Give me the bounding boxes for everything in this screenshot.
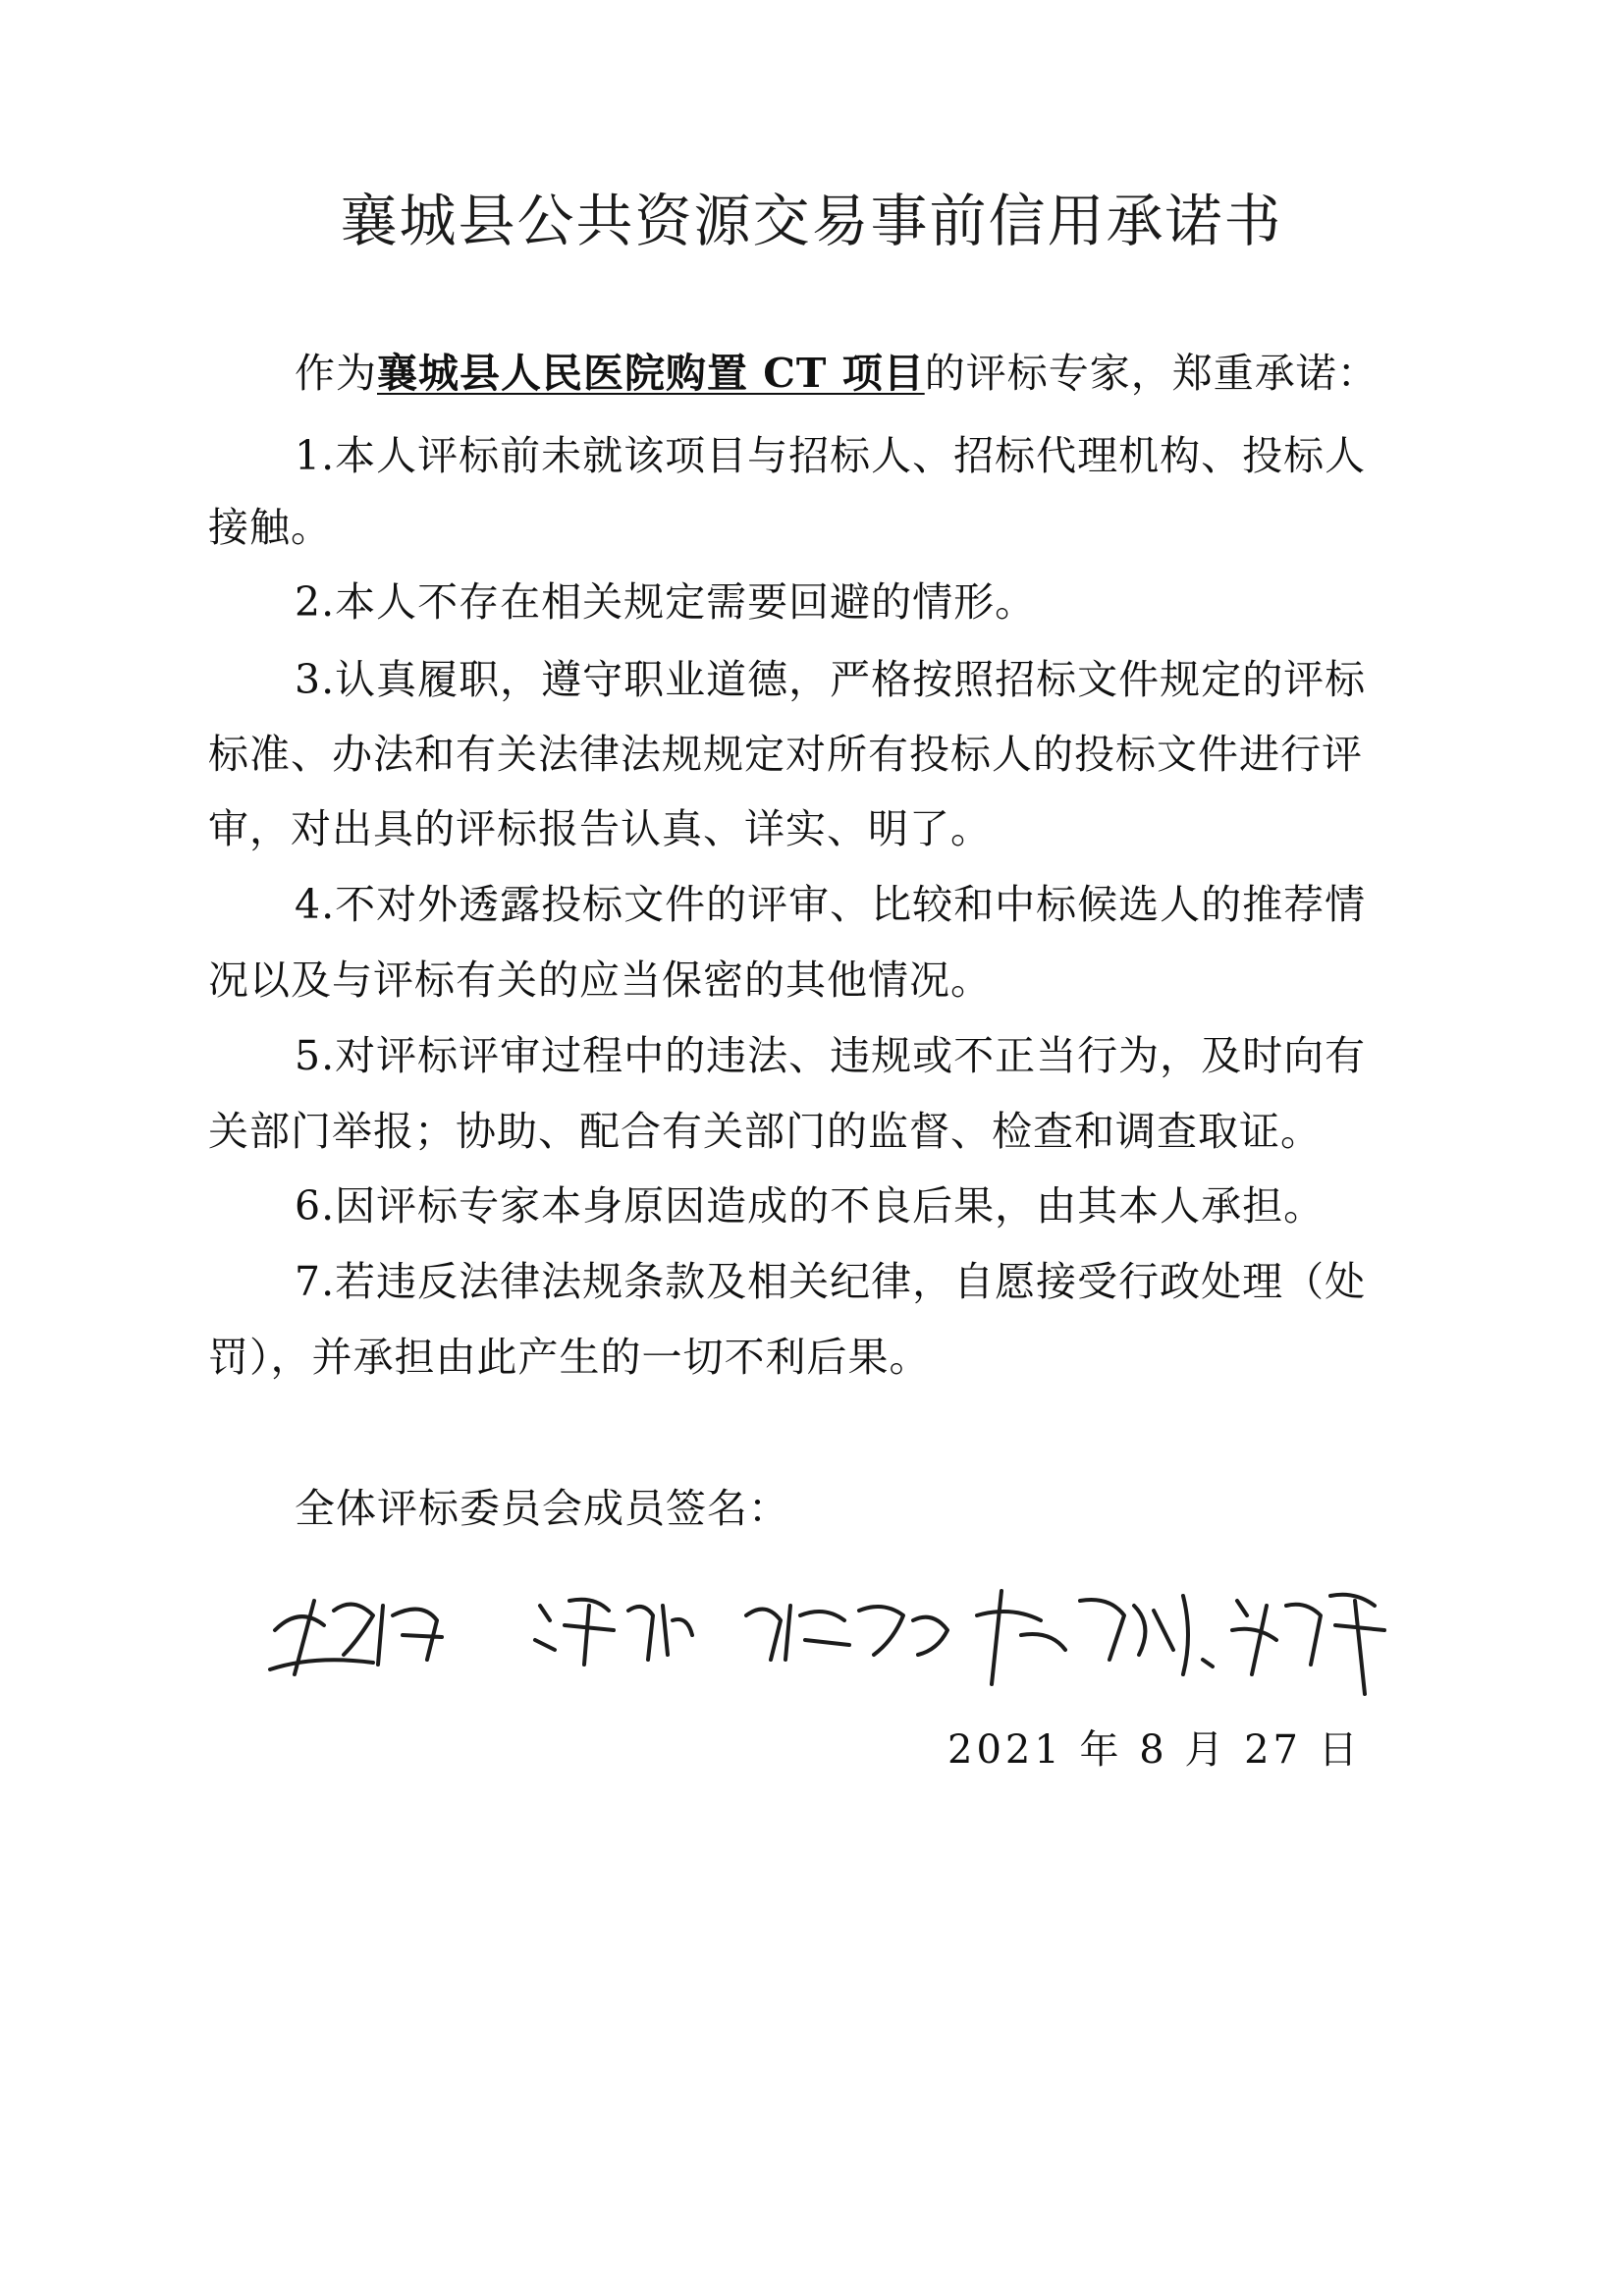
clause-6-line-1: 6.因评标专家本身原因造成的不良后果，由其本人承担。: [295, 1182, 1325, 1230]
clause-5-line-1: 5.对评标评审过程中的违法、违规或不正当行为，及时向有: [295, 1032, 1367, 1079]
signature-2: [535, 1600, 692, 1665]
clause-1-line-1: 1.本人评标前未就该项目与招标人、招标代理机构、投标人: [295, 432, 1367, 479]
clause-1-line-2: 接触。: [208, 504, 332, 551]
signature-3: [746, 1606, 947, 1660]
clause-4-line-1: 4.不对外透露投标文件的评审、比较和中标候选人的推荐情: [295, 881, 1367, 928]
intro-line: [295, 344, 1512, 403]
clause-3-line-3: 审，对出具的评标报告认真、详实、明了。: [208, 805, 992, 852]
clause-7-line-2: 罚），并承担由此产生的一切不利后果。: [208, 1334, 931, 1381]
clause-3-line-2: 标准、办法和有关法律法规规定对所有投标人的投标文件进行评: [208, 731, 1363, 778]
signature-4: [977, 1591, 1188, 1684]
clause-7-line-1: 7.若违反法律法规条款及相关纪律，自愿接受行政处理（处: [295, 1258, 1367, 1305]
signature-separator: [1203, 1660, 1213, 1667]
project-name: 襄城县人民医院购置 CT 项目: [377, 350, 925, 397]
signature-5: [1232, 1595, 1384, 1694]
intro-suffix: 的评标专家，郑重承诺：: [924, 350, 1379, 397]
intro-prefix: 作为: [295, 350, 377, 397]
clause-4-line-2: 况以及与评标有关的应当保密的其他情况。: [208, 957, 992, 1004]
signature-label: 全体评标委员会成员签名：: [295, 1485, 789, 1532]
clause-3-line-1: 3.认真履职，遵守职业道德，严格按照招标文件规定的评标: [295, 656, 1367, 703]
clause-5-line-2: 关部门举报；协助、配合有关部门的监督、检查和调查取证。: [208, 1108, 1322, 1155]
handwritten-signatures: [255, 1547, 1434, 1714]
clause-2-line-1: 2.本人不存在相关规定需要回避的情形。: [295, 578, 1037, 626]
signature-1: [270, 1601, 442, 1674]
document-title: 襄城县公共资源交易事前信用承诺书: [340, 188, 1283, 254]
document-date: 2021 年 8 月 27 日: [947, 1727, 1362, 1773]
